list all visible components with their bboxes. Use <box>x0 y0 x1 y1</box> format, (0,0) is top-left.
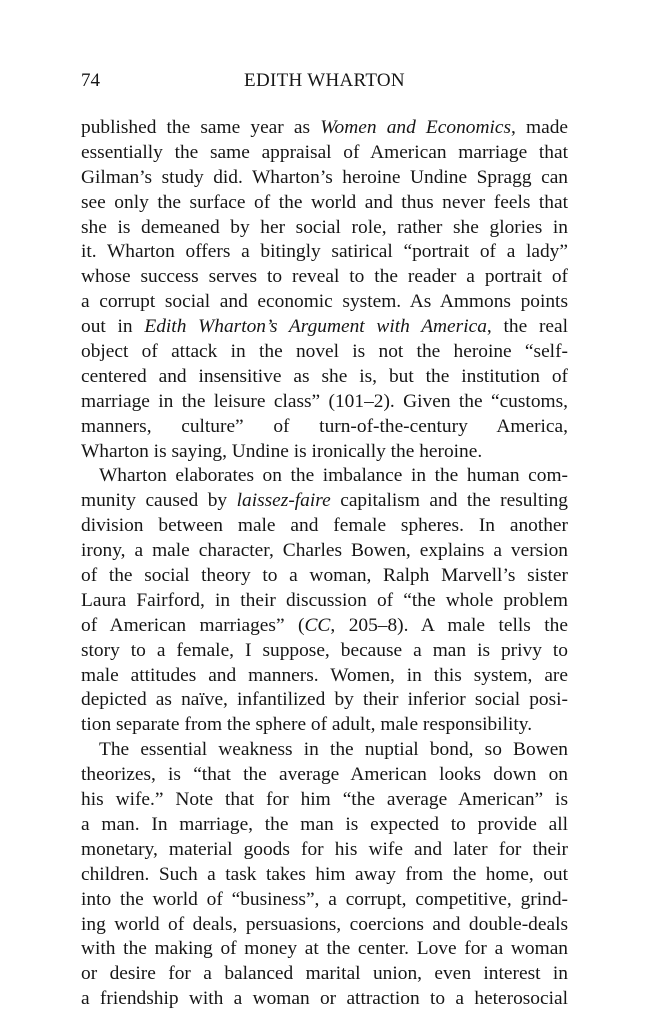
text-line <box>81 440 568 465</box>
text-run: children. Such a task takes him away from the home, out <box>81 863 568 885</box>
text-run: or desire for a balanced marital union, even interest in <box>81 963 568 985</box>
text-run: ing world of deals, persuasions, coercions and double-deals <box>81 913 568 935</box>
page-number: 74 <box>81 70 100 91</box>
text-line <box>81 464 568 489</box>
text-line <box>81 863 568 888</box>
running-head <box>81 66 568 96</box>
text-run: of the social theory to a woman, Ralph Marvell’s sister <box>81 565 568 587</box>
text-run: it. Wharton offers a bitingly satirical “portrait of a lady” <box>81 241 568 263</box>
text-run: whose success serves to reveal to the reader a portrait of <box>81 266 568 288</box>
text-run: object of attack in the novel is not the heroine “self- <box>81 341 568 363</box>
text-run: , made <box>511 117 568 138</box>
text-line <box>81 290 568 315</box>
text-run: with the making of money at the center. Love for a woman <box>81 938 568 960</box>
italic-text: Edith Wharton’s Argument with America <box>144 316 487 338</box>
text-run: theorizes, is “that the average American looks down on <box>81 764 568 786</box>
text-line <box>81 614 568 639</box>
text-run: his wife.” Note that for him “the average American” is <box>81 789 568 811</box>
text-line <box>81 937 568 962</box>
text-run: centered and insensitive as she is, but the institution of <box>81 365 568 387</box>
text-line <box>81 838 568 863</box>
text-line <box>81 390 568 415</box>
text-run: division between male and female spheres. In another <box>81 515 568 537</box>
italic-text: laissez-faire <box>236 490 331 512</box>
text-line <box>81 813 568 838</box>
text-line <box>81 216 568 241</box>
running-title: EDITH WHARTON <box>244 70 405 91</box>
text-line <box>81 962 568 987</box>
text-line <box>81 788 568 813</box>
text-run: story to a female, I suppose, because a man is privy to <box>81 639 568 661</box>
text-line <box>81 763 568 788</box>
text-line <box>81 987 568 1012</box>
text-run: , the real <box>486 316 569 338</box>
text-run: manners, culture” of turn-of-the-century America, <box>81 415 568 437</box>
text-run: Gilman’s study did. Wharton’s heroine Undine Spragg can <box>81 166 568 188</box>
text-line <box>81 738 568 763</box>
text-run: a man. In marriage, the man is expected to provide all <box>81 813 568 835</box>
text-run: capitalism and the resulting <box>330 490 568 512</box>
text-line <box>81 191 568 216</box>
text-line <box>81 365 568 390</box>
text-run: a corrupt social and economic system. As Ammons points <box>81 291 568 313</box>
text-line <box>81 116 568 141</box>
text-line <box>81 415 568 440</box>
text-run: tion separate from the sphere of adult, male responsibility. <box>81 714 533 736</box>
body-text <box>81 116 568 1012</box>
text-line <box>81 166 568 191</box>
text-line <box>81 639 568 664</box>
text-line <box>81 564 568 589</box>
text-run: Wharton elaborates on the imbalance in the human com- <box>99 465 568 487</box>
text-line <box>81 265 568 290</box>
text-run: out in <box>81 316 145 338</box>
text-run: monetary, material goods for his wife and later for their <box>81 838 568 860</box>
text-line <box>81 539 568 564</box>
italic-text: Women and Economics <box>320 117 512 138</box>
text-run: of American marriages” ( <box>81 614 305 636</box>
book-page <box>81 66 568 1012</box>
text-run: male attitudes and manners. Women, in this system, are <box>81 664 568 686</box>
text-run: irony, a male character, Charles Bowen, explains a version <box>81 540 568 562</box>
italic-text: CC <box>304 614 331 636</box>
text-run: essentially the same appraisal of American marriage that <box>81 141 568 163</box>
text-run: she is demeaned by her social role, rather she glories in <box>81 216 568 238</box>
text-line <box>81 713 568 738</box>
text-run: depicted as naïve, infantilized by their inferior social posi- <box>81 689 568 711</box>
text-line <box>81 589 568 614</box>
text-line <box>81 888 568 913</box>
text-run: a friendship with a woman or attraction to a heterosocial <box>81 988 568 1010</box>
text-line <box>81 340 568 365</box>
text-line <box>81 315 568 340</box>
text-line <box>81 664 568 689</box>
text-run: The essential weakness in the nuptial bond, so Bowen <box>99 739 568 761</box>
text-line <box>81 688 568 713</box>
text-run: see only the surface of the world and thus never feels that <box>81 191 568 213</box>
text-run: Wharton is saying, Undine is ironically the heroine. <box>81 440 483 462</box>
text-line <box>81 141 568 166</box>
text-line <box>81 240 568 265</box>
text-run: , 205–8). A male tells the <box>330 614 568 636</box>
text-run: published the same year as <box>81 117 321 138</box>
text-run: Laura Fairford, in their discussion of “the whole problem <box>81 589 568 611</box>
text-line <box>81 913 568 938</box>
text-line <box>81 514 568 539</box>
text-run: into the world of “business”, a corrupt, competitive, grind- <box>81 888 568 910</box>
text-run: munity caused by <box>81 490 237 512</box>
text-run: marriage in the leisure class” (101–2). Given the “customs, <box>81 390 568 412</box>
text-line <box>81 489 568 514</box>
